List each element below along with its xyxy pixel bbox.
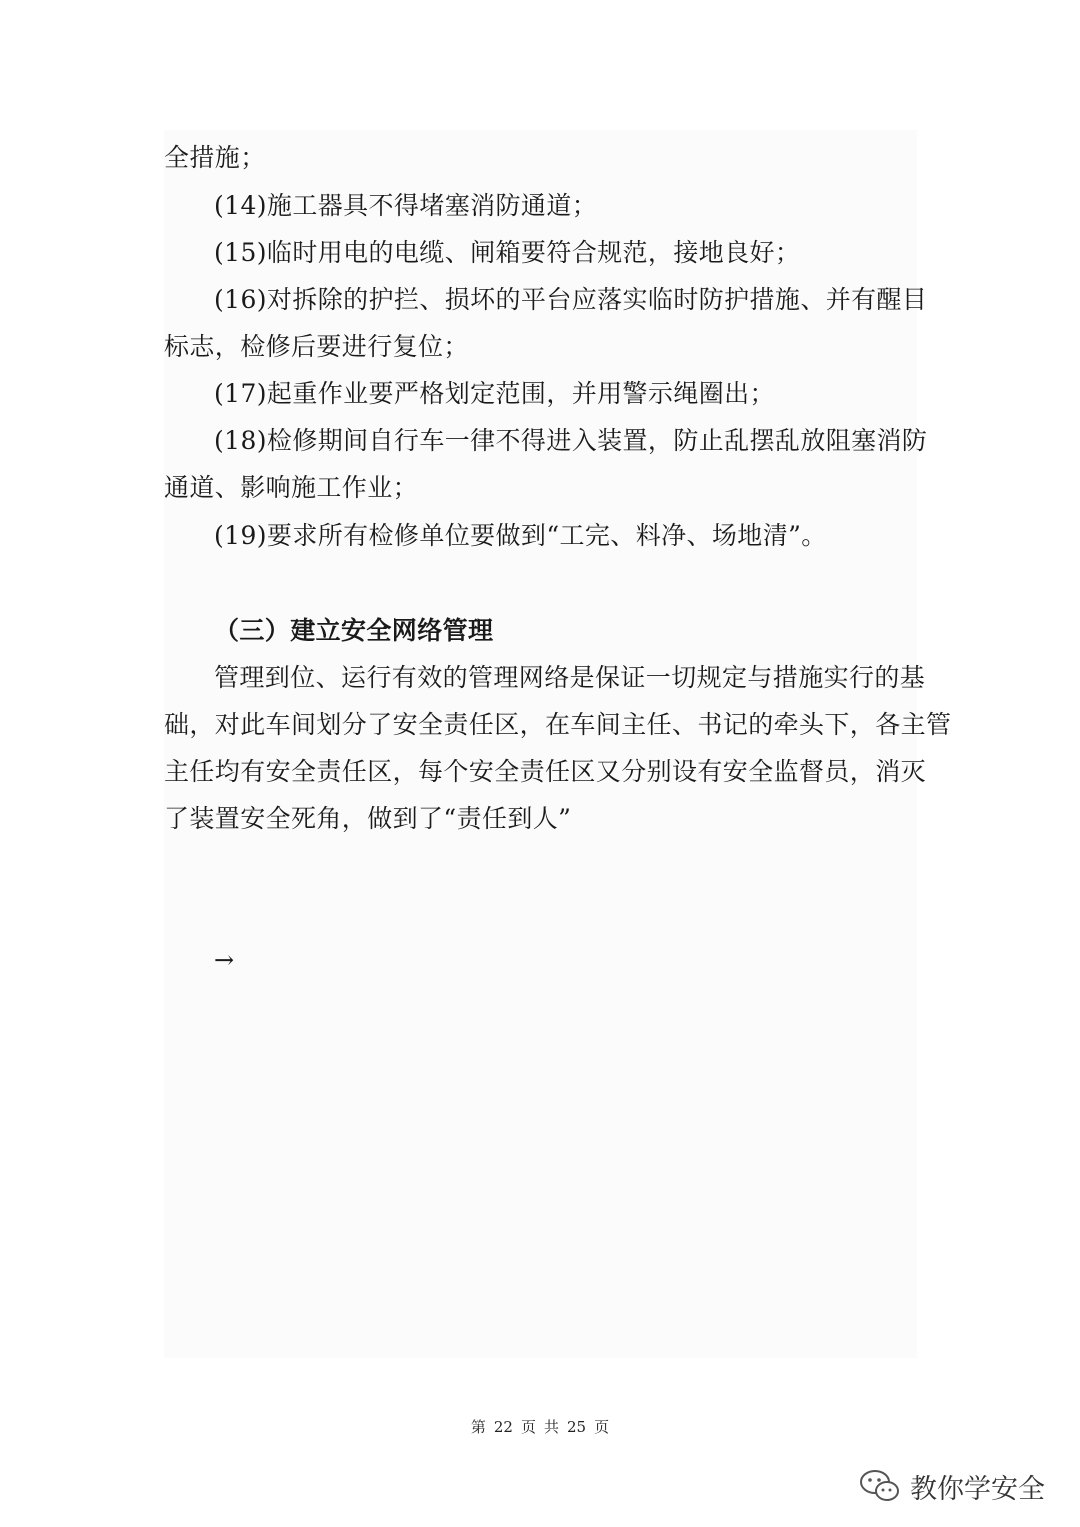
page-footer — [0, 1416, 1080, 1438]
watermark — [858, 1466, 1045, 1506]
list-item: (17)起重作业要严格划定范围，并用警示绳圈出； — [214, 379, 775, 408]
list-item: (15)临时用电的电缆、闸箱要符合规范，接地良好； — [214, 238, 801, 267]
section-heading: （三）建立安全网络管理 — [214, 616, 494, 645]
text-line: 全措施； — [164, 143, 266, 172]
list-item: (14)施工器具不得堵塞消防通道； — [214, 191, 598, 220]
list-item: (18)检修期间自行车一律不得进入装置，防止乱摆乱放阻塞消防 — [214, 426, 928, 455]
paragraph-line: 管理到位、运行有效的管理网络是保证一切规定与措施实行的基 — [214, 663, 926, 692]
paragraph-line: 础，对此车间划分了安全责任区，在车间主任、书记的牵头下，各主管 — [164, 710, 952, 739]
footer-di: 第 — [470, 1418, 486, 1436]
text-line: 标志，检修后要进行复位； — [164, 332, 469, 361]
current-page-number: 22 — [493, 1418, 513, 1436]
list-item: (16)对拆除的护拦、损坏的平台应落实临时防护措施、并有醒目 — [214, 285, 928, 314]
text-line: 通道、影响施工作业； — [164, 473, 419, 502]
list-item: (19)要求所有检修单位要做到“工完、料净、场地清”。 — [214, 521, 827, 550]
paragraph-line: 了装置安全死角，做到了“责任到人” — [164, 804, 572, 833]
paragraph-line: 主任均有安全责任区，每个安全责任区又分别设有安全监督员，消灭 — [164, 757, 927, 786]
footer-gong: 共 — [544, 1418, 560, 1436]
arrow-glyph: → — [214, 946, 235, 974]
footer-ye: 页 — [520, 1418, 536, 1436]
footer-ye: 页 — [594, 1418, 610, 1436]
total-page-number: 25 — [567, 1418, 587, 1436]
wechat-icon — [858, 1468, 902, 1504]
watermark-text: 教你学安全 — [910, 1473, 1045, 1505]
